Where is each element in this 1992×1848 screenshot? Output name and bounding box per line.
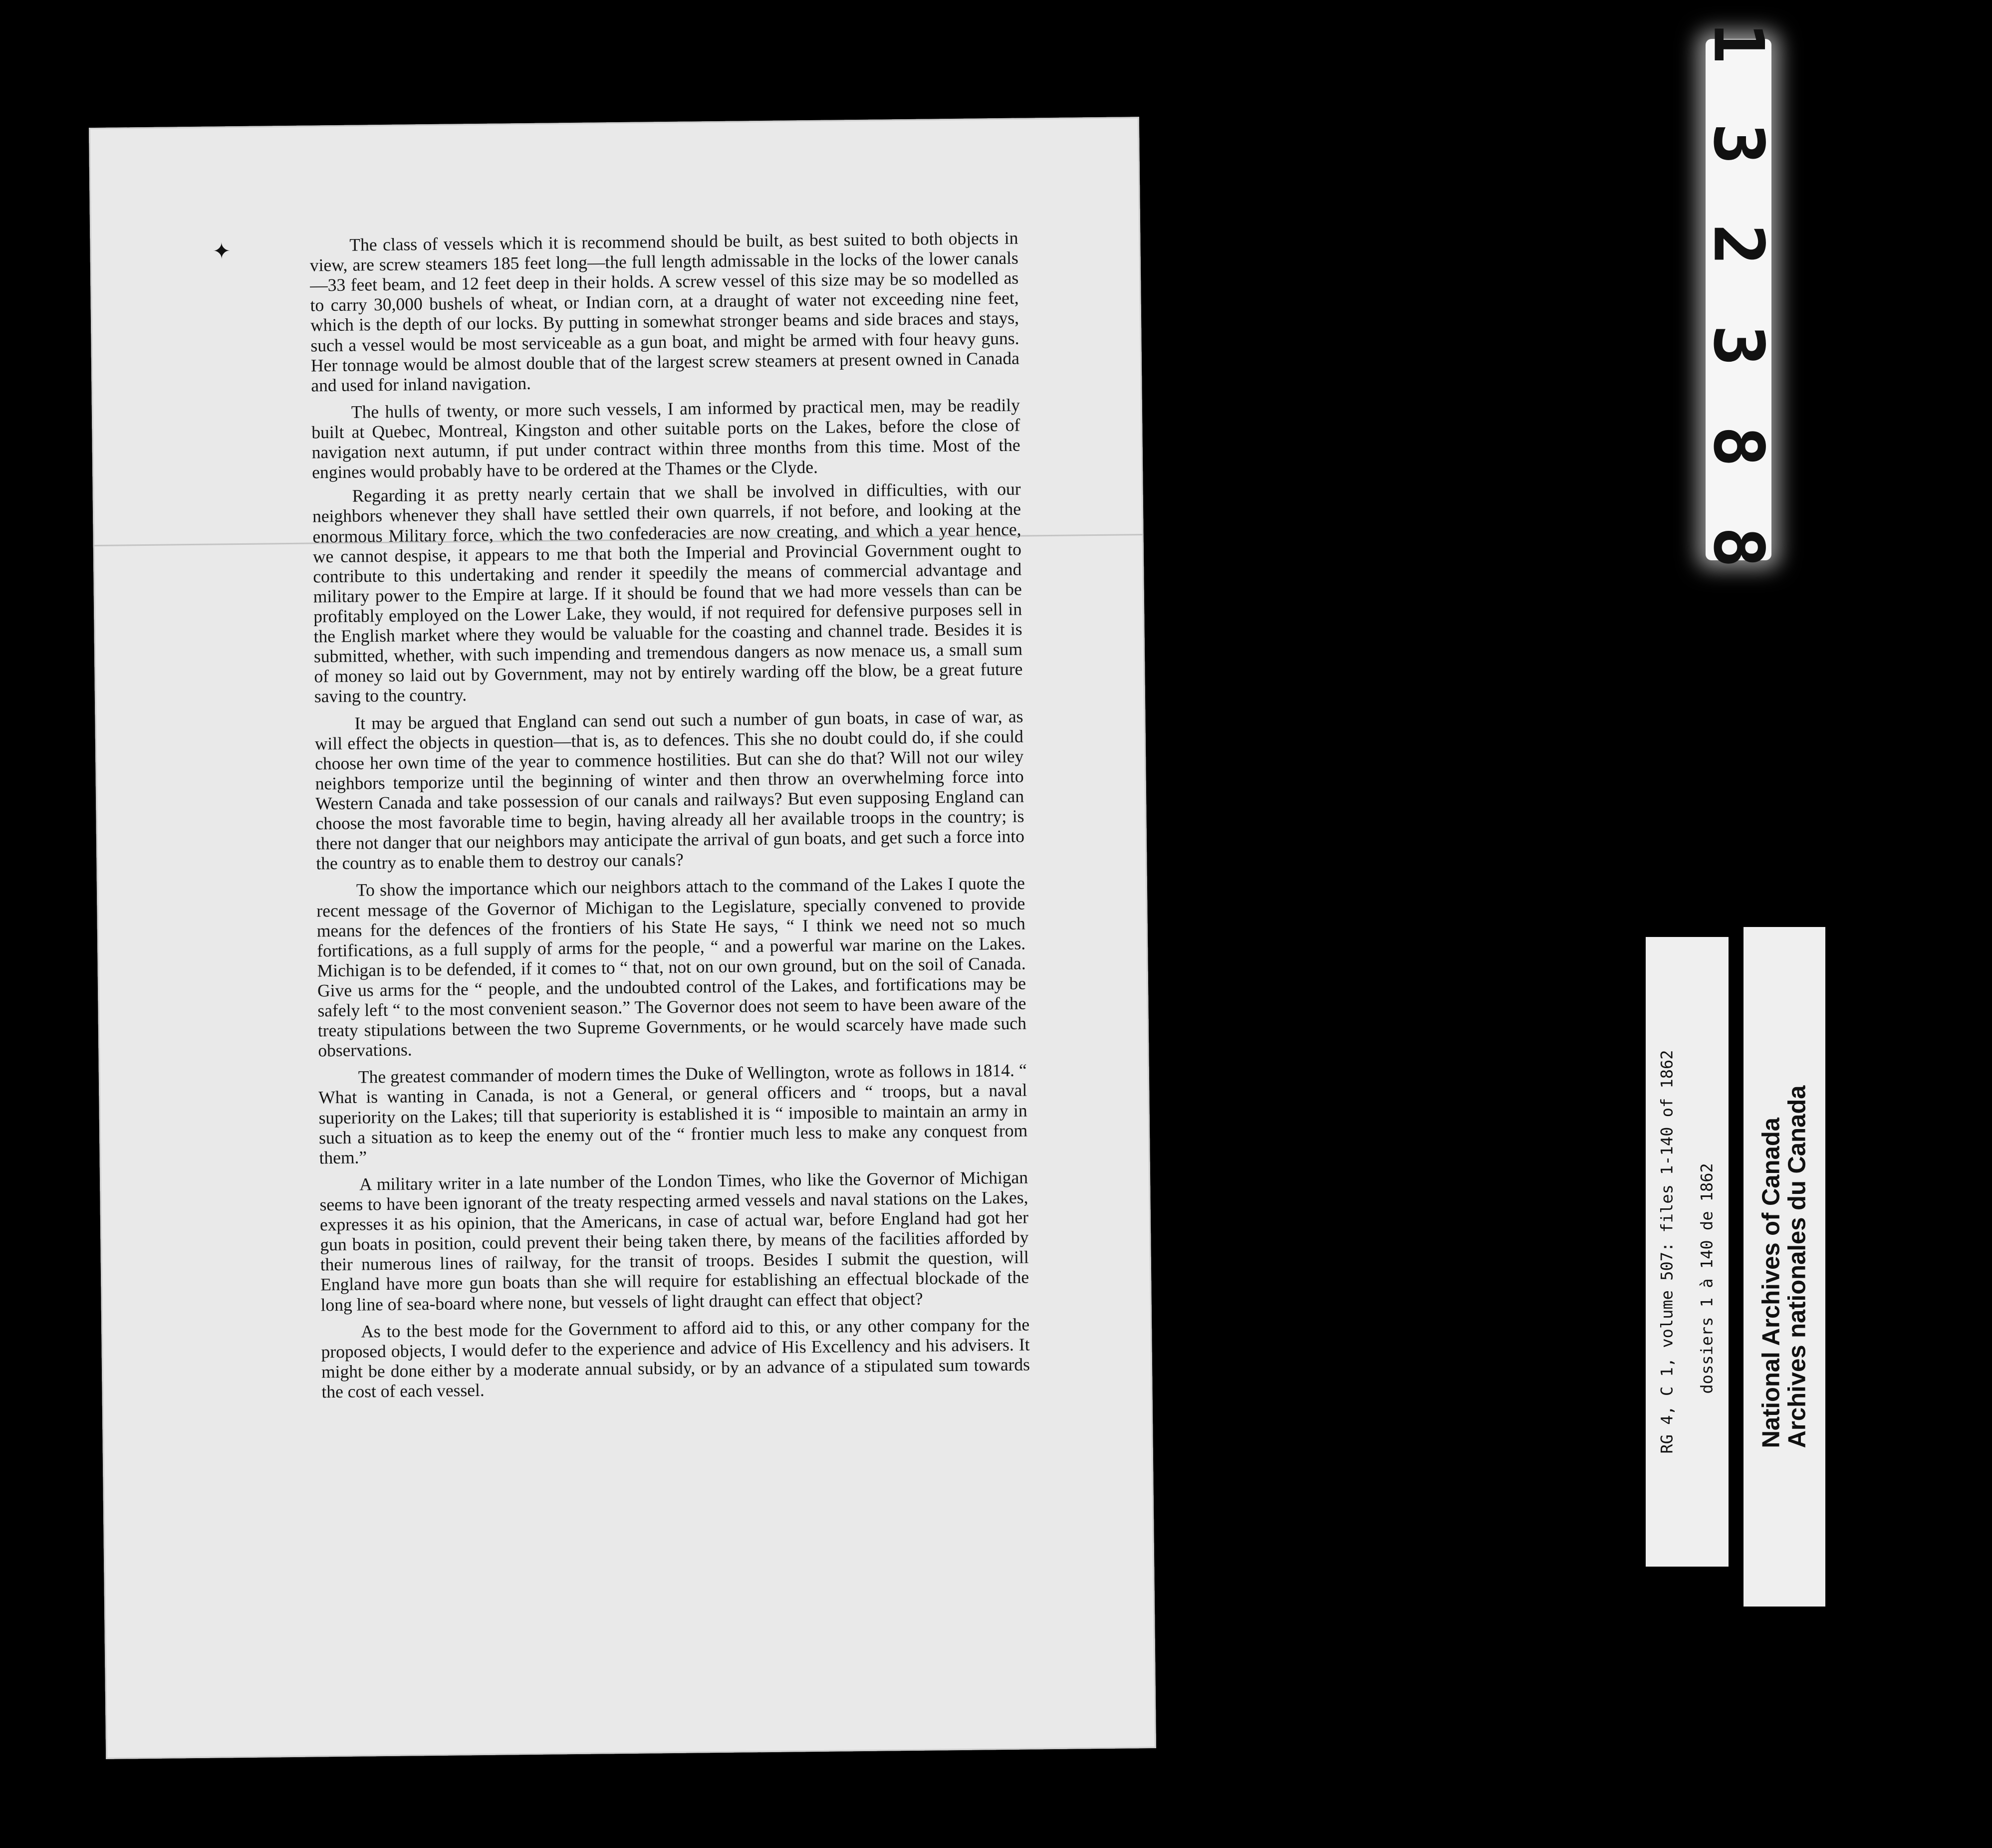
document-page: [89, 117, 1156, 1759]
paragraph-london-times: A military writer in a late number of the London Times, who like the Governor of Michigan seems to have been ignorant of the treaty respecting armed vessels and naval stations on the Lakes, expresses it as his opinion, that the Americans, in case of actual war, before England had got her gun boats in position, could prevent their being taken there, by means of the facilities afforded by their numerous lines of railway, for the transit of troops. Besides I submit the question, will England have more gun boats than she will require for establishing an effectual blockade of the long line of sea-board where none, but vessels of light draught can effect that object?: [319, 1167, 1029, 1315]
paragraph-hulls: The hulls of twenty, or more such vessels, I am informed by practical men, may be readily built at Quebec, Montreal, Kingston and other suitable ports on the Lakes, before the close of navigation next autumn, if put under contract within three months from this time. Most of the engines would probably have to be ordered at the Thames or the Clyde.: [311, 395, 1020, 482]
paragraph-vessel-class: The class of vessels which it is recommend should be built, as best suited to both objects in view, are screw steamers 185 feet long—the full length admissable in the locks of the lower canals—33 feet beam, and 12 feet deep in their holds. A screw vessel of this size may be so modelled as to carry 30,000 bushels of wheat, or Indian corn, at a draught of water not exceeding nine feet, which is the depth of our locks. By putting in somewhat stronger beams and side braces and stays, such a vessel would be most serviceable as a gun boat, and might be armed with four heavy guns. Her tonnage would be almost double that of the largest screw steamers at present owned in Canada and used for inland navigation.: [309, 228, 1020, 396]
document-body: [309, 228, 1030, 1409]
archive-institution-label: [1743, 927, 1825, 1607]
archive-reference-line2: dossiers 1 à 140 de 1862: [1698, 1163, 1717, 1394]
archive-reference-line1: RG 4, C 1, volume 507: files 1-140 of 1862: [1658, 1050, 1677, 1454]
paragraph-wellington: The greatest commander of modern times the Duke of Wellington, wrote as follows in 1814. “ What is wanting in Canada, is not a General, or general officers and “ troops, but a naval superiority on the Lakes; till that superiority is established it is “ imposible to maintain an army in such a situation as to keep the enemy out of the “ frontier much less to make any conquest from them.”: [318, 1060, 1028, 1168]
archive-reference-label: [1646, 937, 1729, 1567]
paragraph-england-gunboats: It may be argued that England can send out such a number of gun boats, in case of war, as will effect the objects in question—that is, as to defences. This she no doubt could do, if she could choose her own time of the year to commence hostilities. But can she do that? Will not our wiley neighbors temporize until the beginning of winter and then throw an overwhelming force into Western Canada and take possession of our canals and railways? But even supposing England can choose the most favorable time to begin, having already all her available troops in the country; is there not danger that our neighbors may anticipate the arrival of gun boats, and get such a force into the country as to enable them to destroy our canals?: [314, 706, 1025, 874]
frame-number: 1 3 2 3 8 8: [1698, 22, 1779, 577]
paragraph-government-aid: As to the best mode for the Government to afford aid to this, or any other company for the proposed objects, I would defer to the experience and advice of His Excellency and his advisers. It might be done either by a moderate annual subsidy, or by an advance of a stipulated sum towards the cost of each vessel.: [321, 1314, 1030, 1402]
ink-mark-icon: ✦: [212, 239, 231, 264]
frame-number-strip: [1698, 22, 1779, 577]
paragraph-difficulties: Regarding it as pretty nearly certain that we shall be involved in difficulties, with our neighbors whenever they shall have settled their own quarrels, if not before, and looking at the enormous Military force, which the two confederacies are now creating, and which a year hence, we cannot despise, it appears to me that both the Imperial and Provincial Government ought to contribute to this undertaking and render it speedily the means of commercial advantage and military power to the Empire at large. If it should be found that we had more vessels than can be profitably employed on the Lower Lake, they would, if not required for defensive purposes sell in the English market where they would be valuable for the coasting and channel trade. Besides it is submitted, whether, with such impending and tremendous dangers as now menace us, a small sum of money so laid out by Government, may not by entirely warding off the blow, be a great future saving to the country.: [312, 478, 1023, 706]
institution-name-en: National Archives of Canada: [1758, 1117, 1785, 1448]
institution-name-fr: Archives nationales du Canada: [1784, 1085, 1811, 1448]
paragraph-michigan: To show the importance which our neighbors attach to the command of the Lakes I quote the recent message of the Governor of Michigan to the Legislature, specially convened to provide means for the defences of the frontiers of his State He says, “ I think we need not so much fortifications, as a full supply of arms for the people, “ and a powerful war marine on the Lakes. Michigan is to be defended, if it comes to “ that, not on our own ground, but on the soil of Canada. Give us arms for the “ people, and the undoubted control of the Lakes, and fortifications may be safely left “ to the most convenient season.” The Governor does not seem to have been aware of the treaty stipulations between the two Supreme Governments, or he would scarcely have made such observations.: [316, 873, 1027, 1061]
